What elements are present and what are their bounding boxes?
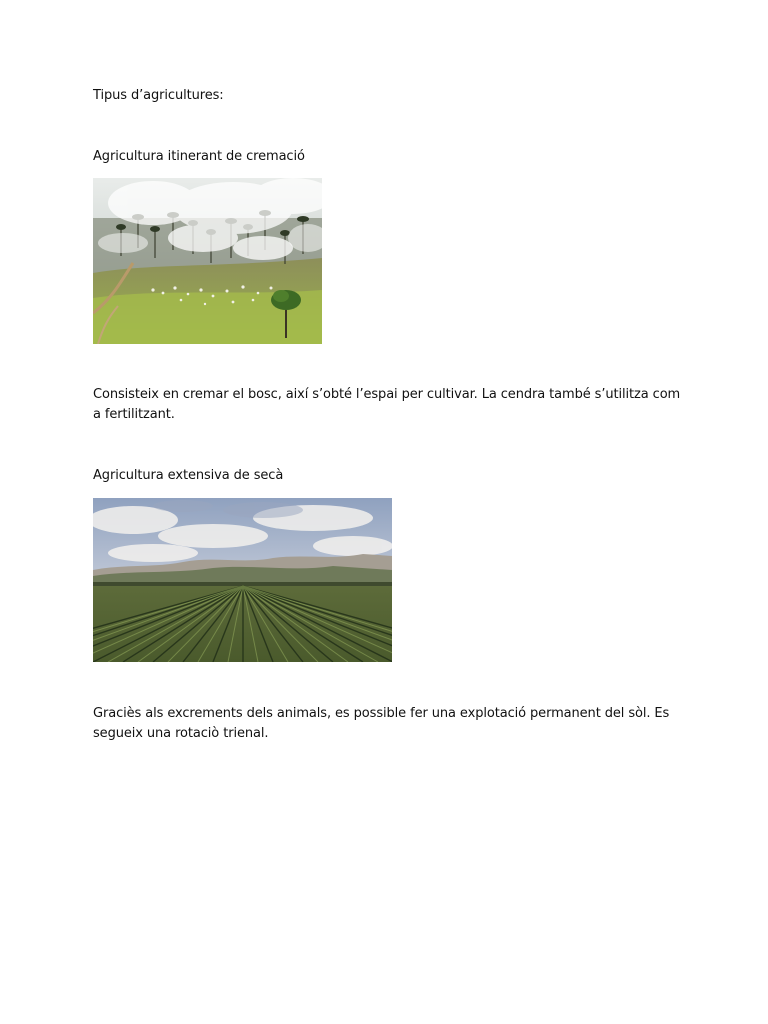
section-heading-dryland-farming: Agricultura extensiva de secà (93, 468, 284, 483)
section-body-dryland-farming: Graciès als excrements dels animals, es possible fer una explotació permanent del sòl. Es segueix una rotaciò trienal. (93, 706, 670, 741)
section-body-shifting-cultivation: Consisteix en cremar el bosc, així s’obté l’espai per cultivar. La cendra també s’utilitza com a fertilitzant. (93, 387, 681, 422)
crop-field-image (93, 498, 392, 662)
document-title: Tipus d’agricultures: (93, 88, 224, 103)
burning-forest-image (93, 178, 322, 344)
section-heading-shifting-cultivation: Agricultura itinerant de cremació (93, 149, 305, 164)
